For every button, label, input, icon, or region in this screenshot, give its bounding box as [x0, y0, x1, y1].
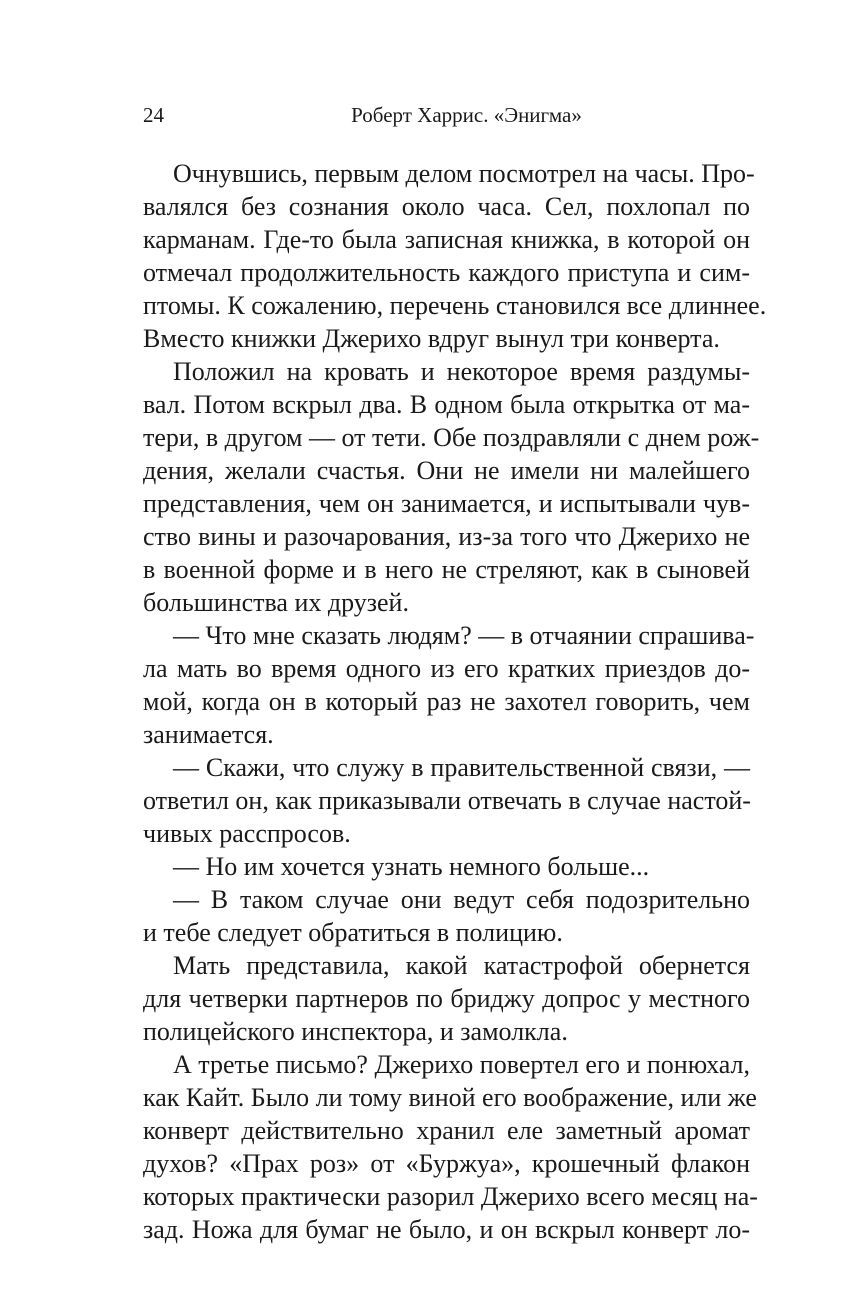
text-line: карманам. Где-то была записная книжка, в которой он	[143, 225, 750, 254]
text-line: мой, когда он в который раз не захотел говорить, чем	[143, 687, 750, 716]
text-line: для четверки партнеров по бриджу допрос у местного	[143, 984, 750, 1013]
text-line: отмечал продолжительность каждого приступа и сим-	[143, 258, 750, 287]
text-line: — Но им хочется узнать немного больше...	[173, 852, 650, 881]
text-line: конверт действительно хранил еле заметный аромат	[143, 1116, 750, 1145]
text-line: полицейского инспектора, и замолкла.	[143, 1017, 568, 1046]
text-line: — Что мне сказать людям? — в отчаянии спрашива-	[173, 621, 755, 650]
text-line: зад. Ножа для бумаг не было, и он вскрыл конверт ло-	[143, 1215, 750, 1244]
running-title: Роберт Харрис. «Энигма»	[351, 103, 582, 127]
text-line: валялся без сознания около часа. Сел, похлопал по	[143, 192, 750, 221]
text-line: — Скажи, что служу в правительственной связи, —	[173, 753, 750, 782]
text-line: которых практически разорил Джерихо всего месяц на-	[143, 1182, 758, 1211]
text-line: занимается.	[143, 720, 274, 749]
text-line: Вместо книжки Джерихо вдруг вынул три конверта.	[143, 324, 720, 353]
text-line: духов? «Прах роз» от «Буржуа», крошечный флакон	[143, 1149, 750, 1178]
text-line: в военной форме и в него не стреляют, как в сыновей	[143, 555, 750, 584]
text-line: птомы. К сожалению, перечень становился все длиннее.	[143, 291, 767, 320]
page-number: 24	[143, 103, 164, 127]
text-line: — В таком случае они ведут себя подозрительно	[173, 885, 750, 914]
text-line: ответил он, как приказывали отвечать в случае настой-	[143, 786, 751, 815]
text-line: и тебе следует обратиться в полицию.	[143, 918, 563, 947]
body-text	[143, 157, 767, 1246]
text-line: ство вины и разочарования, из-за того что Джерихо не	[143, 522, 750, 551]
text-line: ла мать во время одного из его кратких приездов до-	[143, 654, 750, 683]
text-line: Очнувшись, первым делом посмотрел на часы. Про-	[173, 159, 755, 188]
text-line: Мать представила, какой катастрофой обернется	[173, 951, 750, 980]
running-head	[143, 100, 750, 130]
text-line: Положил на кровать и некоторое время раздумы-	[173, 357, 750, 386]
text-line: А третье письмо? Джерихо повертел его и понюхал,	[173, 1050, 751, 1079]
text-line: тери, в другом — от тети. Обе поздравляли с днем рож-	[143, 423, 760, 452]
text-line: представления, чем он занимается, и испытывали чув-	[143, 489, 750, 518]
text-line: как Кайт. Было ли тому виной его воображение, или же	[143, 1083, 757, 1112]
text-line: дения, желали счастья. Они не имели ни малейшего	[143, 456, 750, 485]
text-line: большинства их друзей.	[143, 588, 409, 617]
text-line: вал. Потом вскрыл два. В одном была открытка от ма-	[143, 390, 750, 419]
text-line: чивых расспросов.	[143, 819, 351, 848]
